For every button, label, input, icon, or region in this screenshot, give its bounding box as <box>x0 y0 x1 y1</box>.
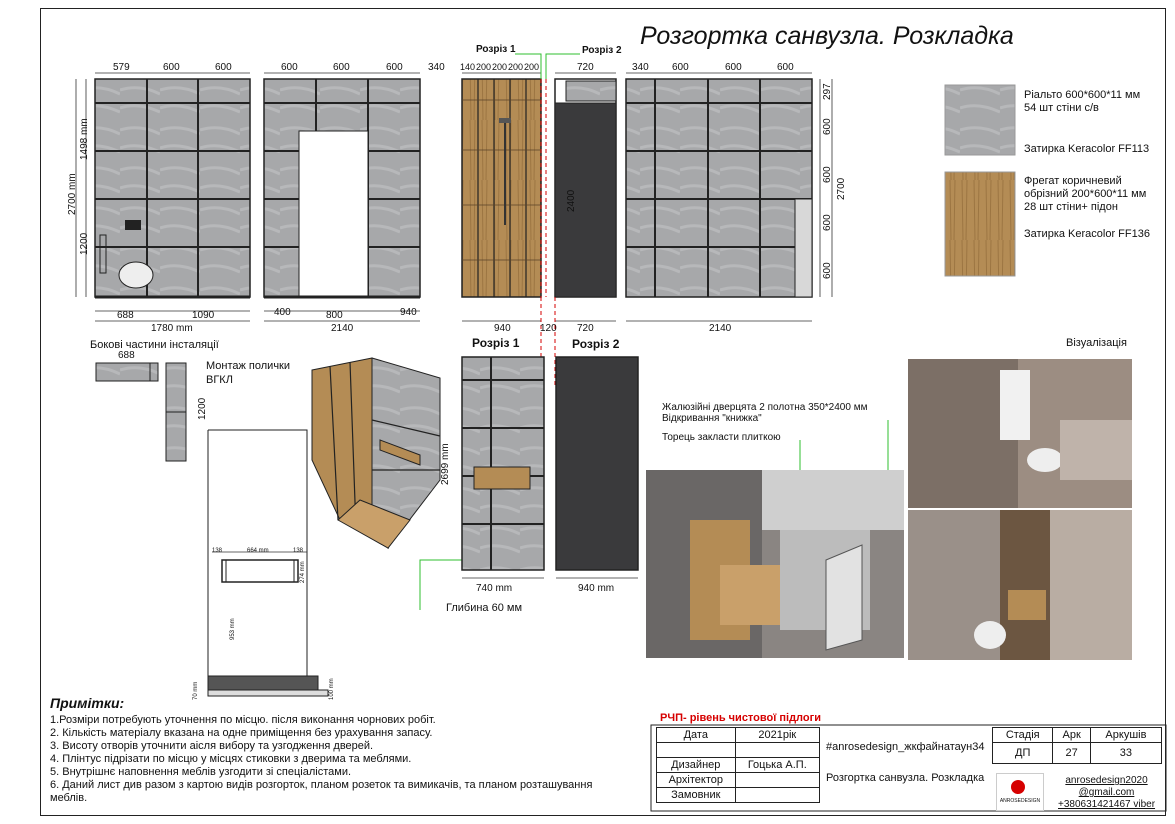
dim-sec1-height: 2699 mm <box>440 443 451 485</box>
rozriz2-top-label: Розріз 2 <box>582 45 622 56</box>
note-6b: меблів. <box>50 792 88 804</box>
dim-w2-total: 2140 <box>331 323 354 334</box>
logo <box>996 773 1044 811</box>
dim-w2-0: 600 <box>281 62 298 73</box>
note-4: 4. Плінтус підрізати по місцю у місцях стиковки з дверима та меблями. <box>50 753 412 765</box>
note-3: 3. Висоту отворів уточнити аісля вибору та узгодження дверей. <box>50 740 374 752</box>
dim-w1-bottom-0: 688 <box>117 310 134 321</box>
wall-4-elevation <box>555 79 616 297</box>
titleblock-right <box>992 727 1162 764</box>
tb-empty-row <box>657 743 736 758</box>
dim-w4-top: 720 <box>577 62 594 73</box>
dim-w1-left-0: 1498 mm <box>79 118 90 160</box>
dim-niche-6: 100 mm <box>329 678 335 700</box>
dim-w1-bottom-1: 1090 <box>192 310 215 321</box>
wall-5-elevation <box>626 79 812 297</box>
legend-tile-wood-line1: Фрегат коричневий <box>1024 175 1122 187</box>
tb-hashtag: #anrosedesign_жкфайнатаун34 <box>826 741 985 753</box>
tb-contact-3: +380631421467 viber <box>1058 799 1156 810</box>
section-1-drawing <box>462 357 544 578</box>
tb-client-value <box>735 788 819 803</box>
louver-opening-label: Відкривання "книжка" <box>662 413 762 424</box>
tb-architect-label: Архітектор <box>657 773 736 788</box>
tb-date-label: Дата <box>657 728 736 743</box>
dim-w2-bottom-2: 940 <box>400 307 417 318</box>
dim-w5-right-2: 600 <box>822 166 833 183</box>
page-title: Розгортка санвузла. Розкладка <box>640 22 1014 50</box>
legend-tile-gray-line1: Ріальто 600*600*11 мм <box>1024 89 1141 101</box>
dim-niche-1: 664 mm <box>247 548 269 554</box>
tb-stage-label: Стадія <box>993 728 1053 743</box>
note-1: 1.Розміри потребують уточнення по місцю. після виконання чорнових робіт. <box>50 714 436 726</box>
rozriz1-top-label: Розріз 1 <box>476 44 516 55</box>
side-parts-label: Бокові частини інсталяції <box>90 339 219 351</box>
tb-designer-value: Гоцька А.П. <box>735 758 819 773</box>
logo-icon <box>1011 780 1025 794</box>
dim-niche-0: 138 <box>212 548 223 554</box>
niche-3d-drawing <box>312 358 440 548</box>
note-5: 5. Внутрішнє наповнення меблів узгодити зі спеціалістами. <box>50 766 352 778</box>
tb-sheets-label: Аркушів <box>1090 728 1161 743</box>
dim-sec1-width: 740 mm <box>476 583 513 594</box>
logo-text: ANROSEDESIGN <box>999 798 1041 804</box>
dim-w2-1: 600 <box>333 62 350 73</box>
tb-empty-cell <box>735 743 819 758</box>
section-2-drawing <box>556 357 638 578</box>
dim-w5-right-3: 600 <box>822 214 833 231</box>
shelf-mount-label-2: ВГКЛ <box>206 374 233 386</box>
legend-tile-wood-line2: обрізний 200*600*11 мм <box>1024 188 1147 200</box>
notes-title: Примітки: <box>50 695 125 711</box>
titleblock-left <box>656 727 820 803</box>
dim-w2-bottom-1: 800 <box>326 310 343 321</box>
legend-tile-wood-grout: Затирка Keracolor FF136 <box>1024 228 1150 240</box>
dim-w3-1: 200 <box>476 62 492 72</box>
note-6: 6. Даний лист див разом з картою видів розгорток, планом розеток та вимикачів, та планом розташування <box>50 779 593 791</box>
side-parts-drawing <box>96 363 186 461</box>
dim-side-width: 688 <box>118 350 135 361</box>
dim-w1-total: 1780 mm <box>151 323 193 334</box>
dim-w5-right-4: 600 <box>822 262 833 279</box>
dim-w5-right-0: 297 <box>822 83 833 100</box>
dim-w3-3: 200 <box>508 62 524 72</box>
legend-tile-wood <box>1024 175 1146 214</box>
louver-doors-label: Жалюзійні дверцята 2 полотна 350*2400 мм <box>662 402 868 413</box>
tb-date-value: 2021рік <box>735 728 819 743</box>
tb-contact <box>1058 775 1155 811</box>
dim-w3-gap: 120 <box>540 323 557 334</box>
depth-label: Глибина 60 мм <box>446 602 523 614</box>
dim-w2-2: 600 <box>386 62 403 73</box>
tile-edge-label: Торець закласти плиткою <box>662 432 781 443</box>
tb-sheet-title: Розгортка санвузла. Розкладка <box>826 772 985 784</box>
floor-note: РЧП- рівень чистової підлоги <box>660 712 821 724</box>
dim-w3-2: 200 <box>492 62 508 72</box>
dim-w5-0: 340 <box>632 62 649 73</box>
tb-contact-1: anrosedesign2020 <box>1065 775 1148 786</box>
tb-ark-value: 27 <box>1053 743 1090 764</box>
shelf-mount-label: Монтаж полички <box>206 360 291 372</box>
dim-w2-3: 340 <box>428 62 445 73</box>
tb-client-label: Замовник <box>657 788 736 803</box>
tb-designer-label: Дизайнер <box>657 758 736 773</box>
dim-w4-bottom: 720 <box>577 323 594 334</box>
tile-wood-swatch <box>945 172 1015 276</box>
dim-w5-2: 600 <box>725 62 742 73</box>
dim-w5-right-total: 2700 <box>836 177 847 200</box>
dim-niche-2: 138 <box>293 548 304 554</box>
legend-tile-gray-line2: 54 шт стіни с/в <box>1024 102 1099 114</box>
tile-gray-swatch <box>945 85 1015 155</box>
dim-niche-3: 274 mm <box>300 561 306 583</box>
legend-tile-wood-line3: 28 шт стіни+ підон <box>1024 201 1118 213</box>
dim-w1-2: 600 <box>215 62 232 73</box>
tb-contact-2: @gmail.com <box>1078 787 1135 798</box>
dim-w1-left-total: 2700 mm <box>67 173 78 215</box>
dim-w1-1: 600 <box>163 62 180 73</box>
dim-side-height: 1200 <box>197 397 208 420</box>
dim-niche-4: 953 mm <box>230 618 236 640</box>
dim-niche-5: 70 mm <box>193 681 199 700</box>
legend-tile-gray <box>1024 89 1140 115</box>
dim-w3-0: 140 <box>460 62 476 72</box>
dim-w5-total: 2140 <box>709 323 732 334</box>
dim-w4-height: 2400 <box>566 189 577 212</box>
tb-ark-label: Арк <box>1053 728 1090 743</box>
wall-1-elevation <box>95 79 250 297</box>
dim-w1-0: 579 <box>113 62 130 73</box>
dim-w1-left-1: 1200 <box>79 232 90 255</box>
wall-3-elevation <box>462 79 546 297</box>
legend-tile-gray-grout: Затирка Keracolor FF113 <box>1024 143 1150 155</box>
rozriz1-label: Розріз 1 <box>472 336 520 350</box>
dim-w2-bottom-0: 400 <box>274 307 291 318</box>
dim-sec2-width: 940 mm <box>578 583 615 594</box>
dim-w3-4: 200 <box>524 62 540 72</box>
wall-2-elevation <box>264 79 420 297</box>
visualization-label: Візуалізація <box>1066 337 1127 349</box>
tb-stage-value: ДП <box>993 743 1053 764</box>
rozriz2-label: Розріз 2 <box>572 337 620 351</box>
tb-architect-value <box>735 773 819 788</box>
shelf-mount-drawing <box>208 430 328 696</box>
dim-w5-right-1: 600 <box>822 118 833 135</box>
tb-sheets-value: 33 <box>1090 743 1161 764</box>
note-2: 2. Кількість матеріалу вказана на одне приміщення без урахування запасу. <box>50 727 433 739</box>
dim-w5-1: 600 <box>672 62 689 73</box>
dim-w5-3: 600 <box>777 62 794 73</box>
dim-w3-bottom: 940 <box>494 323 511 334</box>
